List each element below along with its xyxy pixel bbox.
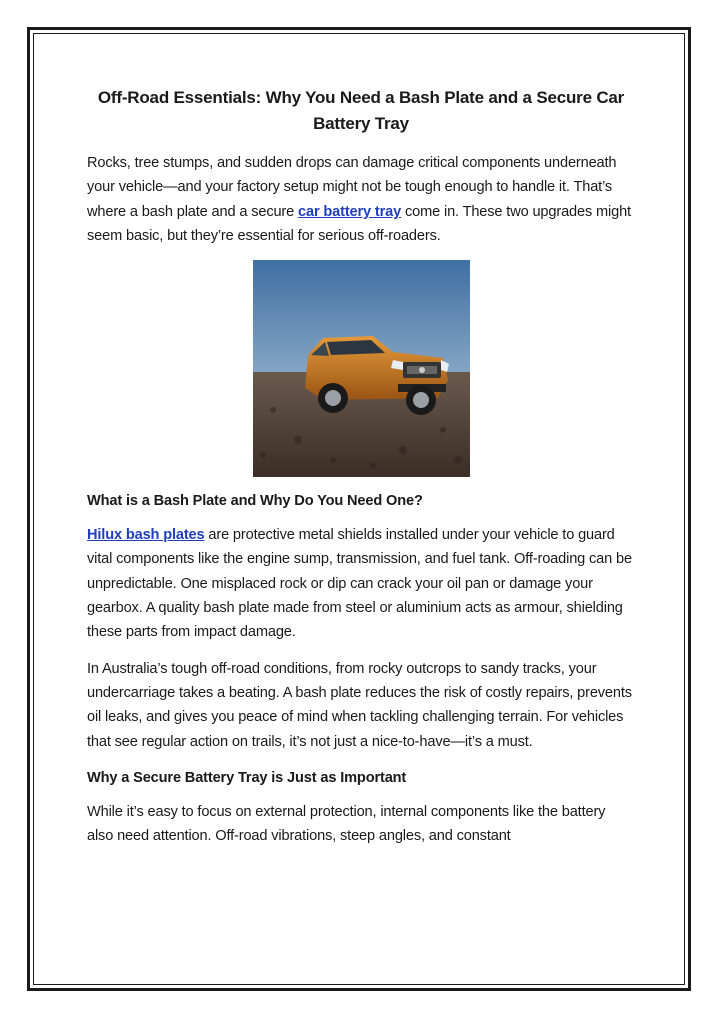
intro-paragraph — [87, 151, 635, 248]
intro-text-2: come in. These two upgrades might seem basic, but they’re essential for serious off-roaders. — [87, 203, 631, 244]
car-battery-tray-link[interactable]: car battery tray — [298, 203, 402, 220]
article-title: Off-Road Essentials: Why You Need a Bash Plate and a Secure Car Battery Tray — [97, 88, 625, 133]
article — [87, 85, 635, 860]
battery-tray-paragraph-1: While it’s easy to focus on external protection, internal components like the battery also need attention. Off-road vibrations, steep angles, and constant — [87, 803, 606, 845]
intro-text-1: Rocks, tree stumps, and sudden drops can damage critical components underneath your vehicle—and your factory setup might not be tough enough to handle it. That’s where a bash plate and a secure — [87, 155, 617, 220]
hilux-bash-plates-link[interactable]: Hilux bash plates — [87, 527, 205, 544]
bash-plate-paragraph-1 — [87, 523, 635, 644]
bash-plate-text: are protective metal shields installed under your vehicle to guard vital components like the engine sump, transmission, and fuel tank. Off-roading can be unpredictable. One misplaced rock or dip can crack your oil pan or damage your gearbox. A quality bash plate made from steel or aluminium acts as armour, shielding these parts from impact damage. — [87, 527, 632, 641]
truck-photo-svg — [253, 260, 470, 477]
bash-plate-paragraph-2: In Australia’s tough off-road conditions, from rocky outcrops to sandy tracks, your undercarriage takes a beating. A bash plate reduces the risk of costly repairs, prevents oil leaks, and gives you peace of mind when tackling challenging terrain. For vehicles that see regular action on trails, it’s not just a nice-to-have—it’s a must. — [87, 660, 632, 750]
bash-plate-heading: What is a Bash Plate and Why Do You Need One? — [87, 493, 423, 510]
truck-photo — [253, 260, 470, 477]
battery-tray-heading: Why a Secure Battery Tray is Just as Important — [87, 769, 407, 786]
